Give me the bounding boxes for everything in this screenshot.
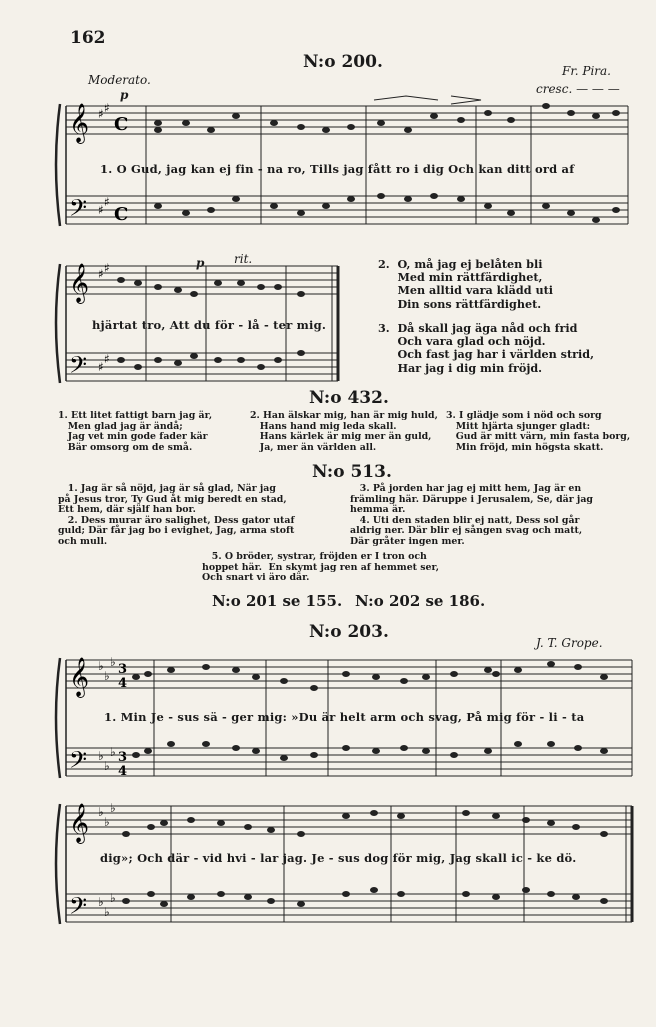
svg-text:♭: ♭ [104, 759, 110, 773]
music-system-203-1 [56, 650, 646, 800]
hymn-513-verses-1-2: 1. Jag är så nöjd, jag är så glad, När jag på Jesus tror, Ty Gud åt mig beredt en stad, Ett hem, där själf han bor. 2. Dess murar äro salighet, Dess gator utaf guld; Där får jag bo i evighet, Jag, arma stoft och mull. [58, 483, 295, 547]
cross-reference-201: N:o 201 se 155. [212, 592, 343, 610]
hymn-432-title: N:o 432. [309, 388, 389, 408]
composer-name-203: J. T. Grope. [536, 636, 603, 650]
svg-text:♯: ♯ [104, 261, 110, 275]
svg-text:𝄢: 𝄢 [69, 746, 88, 779]
dynamic-piano: p [120, 88, 129, 102]
svg-text:♯: ♯ [98, 267, 104, 281]
svg-text:𝄢: 𝄢 [69, 351, 88, 384]
svg-text:4: 4 [118, 676, 128, 691]
svg-text:C: C [114, 114, 129, 135]
hymn-200-title: N:o 200. [303, 52, 383, 72]
hymn-200-verse-2: 2. O, må jag ej belåten bli Med min rättfärdighet, Men alltid vara klädd uti Din sons rättfärdighet. [378, 257, 554, 311]
svg-text:𝄢: 𝄢 [69, 194, 88, 227]
svg-text:♭: ♭ [110, 891, 116, 905]
hymn-432-verse-1: 1. Ett litet fattigt barn jag är, Men glad jag är ändå; Jag vet min gode fader kär Bär omsorg om de små. [58, 410, 213, 453]
svg-text:𝄞: 𝄞 [69, 263, 90, 303]
svg-text:♭: ♭ [110, 801, 116, 815]
lyrics-203-line-2: dig»; Och där - vid hvi - lar jag. Je - sus dog för mig, Jag skall ic - ke dö. [100, 851, 577, 865]
composer-name: Fr. Pira. [562, 64, 611, 78]
svg-text:4: 4 [118, 764, 128, 779]
music-system-200-1 [56, 96, 636, 256]
hymn-203-title: N:o 203. [309, 622, 389, 642]
dynamic-crescendo: cresc. — — — [536, 82, 620, 96]
svg-text:♭: ♭ [98, 805, 104, 819]
svg-text:♭: ♭ [110, 745, 116, 759]
svg-text:♭: ♭ [104, 815, 110, 829]
lyrics-200-line-2: hjärtat tro, Att du för - lå - ter mig. [92, 318, 327, 332]
cross-reference-202: N:o 202 se 186. [355, 592, 486, 610]
svg-text:♯: ♯ [104, 101, 110, 115]
hymn-432-verse-2: 2. Han älskar mig, han är mig huld, Hans hand mig leda skall. Hans kärlek är mig mer än guld, Ja, mer än världen all. [250, 410, 438, 453]
dynamic-piano-2: p [196, 256, 205, 270]
hymn-513-verse-5: 5. O bröder, systrar, fröjden er I tron och hoppet här. En skymt jag ren af hemmet ser, Och snart vi äro där. [202, 551, 440, 584]
svg-text:𝄞: 𝄞 [69, 803, 90, 843]
svg-text:3: 3 [118, 750, 128, 765]
page-number: 162 [70, 28, 106, 48]
hymn-432-verse-3: 3. I glädje som i nöd och sorg Mitt hjärta sjunger gladt: Gud är mitt värn, min fasta borg, Min fröjd, min högsta skatt. [446, 410, 631, 453]
svg-text:♯: ♯ [98, 360, 104, 374]
hymn-513-title: N:o 513. [312, 462, 392, 482]
svg-text:♯: ♯ [98, 203, 104, 217]
dynamic-ritardando: rit. [234, 252, 253, 266]
lyrics-203-line-1: 1. Min Je - sus sä - ger mig: »Du är helt arm och svag, På mig för - li - ta [104, 710, 585, 724]
svg-text:3: 3 [118, 662, 128, 677]
svg-text:♯: ♯ [104, 352, 110, 366]
svg-text:♯: ♯ [98, 107, 104, 121]
svg-text:♭: ♭ [104, 905, 110, 919]
svg-text:♭: ♭ [98, 659, 104, 673]
svg-text:𝄞: 𝄞 [69, 657, 90, 697]
lyrics-200-line-1: 1. O Gud, jag kan ej fin - na ro, Tills jag fått ro i dig Och kan ditt ord af [100, 162, 575, 176]
svg-text:♭: ♭ [98, 749, 104, 763]
svg-text:♭: ♭ [104, 669, 110, 683]
hymn-200-verse-3: 3. Då skall jag äga nåd och frid Och vara glad och nöjd. Och fast jag har i världen strid, Har jag i dig min fröjd. [378, 321, 595, 375]
svg-text:𝄞: 𝄞 [69, 103, 90, 143]
svg-text:♯: ♯ [104, 195, 110, 209]
svg-text:𝄢: 𝄢 [69, 892, 88, 925]
hymn-513-verses-3-4: 3. På jorden har jag ej mitt hem, Jag är en främling här. Däruppe i Jerusalem, Se, där jag hemma är. 4. Uti den staden blir ej natt, Dess sol går aldrig ner. Där blir ej sången svag och matt, Där gråter ingen mer. [350, 483, 593, 547]
svg-text:♭: ♭ [110, 655, 116, 669]
svg-text:C: C [114, 204, 129, 225]
music-system-203-2 [56, 796, 646, 946]
tempo-marking: Moderato. [88, 73, 151, 87]
svg-text:♭: ♭ [98, 895, 104, 909]
